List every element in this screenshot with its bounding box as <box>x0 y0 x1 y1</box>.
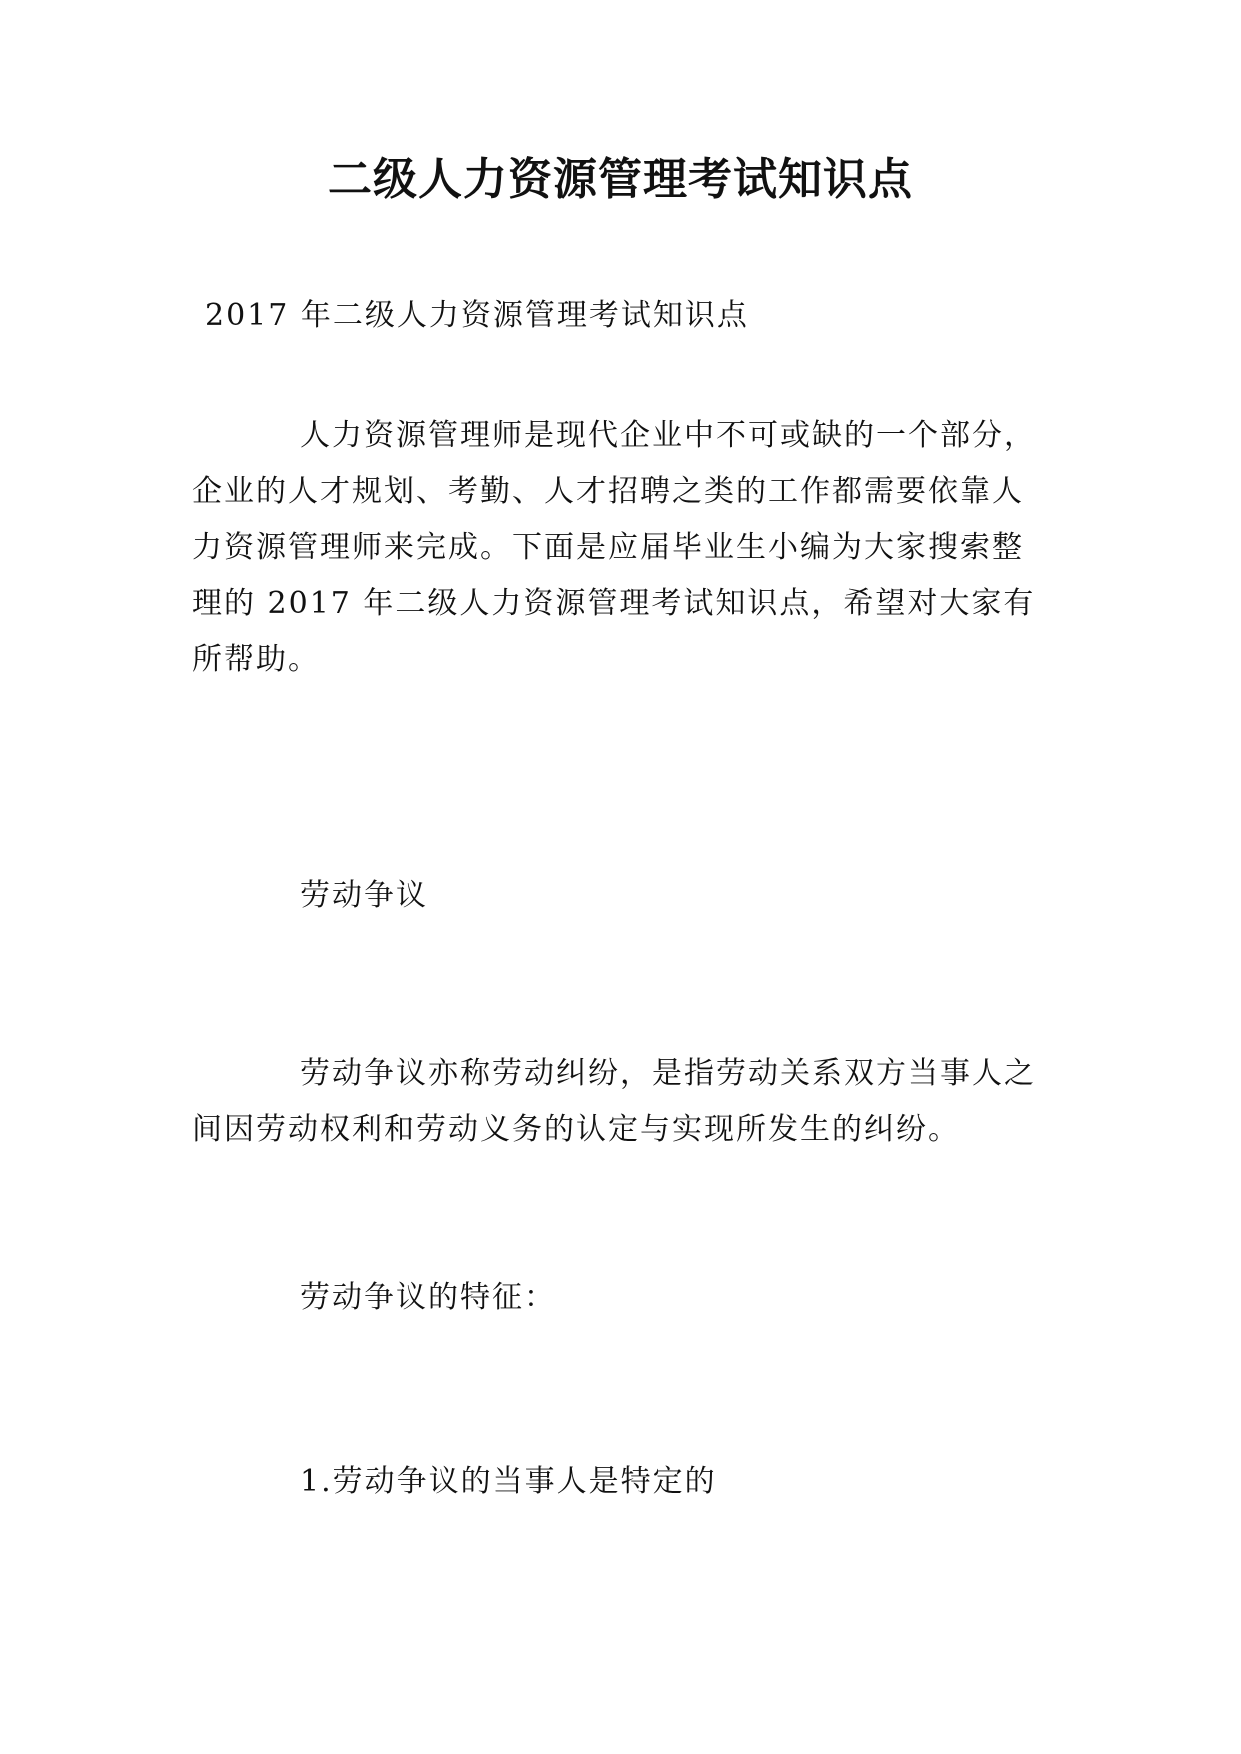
section-heading: 劳动争议 <box>300 878 428 913</box>
definition-line: 间因劳动权利和劳动义务的认定与实现所发生的纠纷。 <box>192 1112 960 1147</box>
feature-item: 1.劳动争议的当事人是特定的 <box>300 1464 717 1499</box>
intro-paragraph <box>192 408 1036 688</box>
intro-line: 所帮助。 <box>192 642 320 677</box>
intro-line: 人力资源管理师是现代企业中不可或缺的一个部分， <box>300 418 1036 453</box>
intro-line: 理的 2017 年二级人力资源管理考试知识点，希望对大家有 <box>192 586 1036 621</box>
definition-line: 劳动争议亦称劳动纠纷，是指劳动关系双方当事人之 <box>300 1056 1036 1091</box>
document-subtitle: 2017 年二级人力资源管理考试知识点 <box>205 298 749 333</box>
intro-line: 力资源管理师来完成。下面是应届毕业生小编为大家搜索整 <box>192 530 1024 565</box>
features-heading: 劳动争议的特征： <box>300 1280 556 1315</box>
definition-paragraph <box>192 1046 1036 1158</box>
document-title: 二级人力资源管理考试知识点 <box>328 154 913 205</box>
intro-line: 企业的人才规划、考勤、人才招聘之类的工作都需要依靠人 <box>192 474 1024 509</box>
